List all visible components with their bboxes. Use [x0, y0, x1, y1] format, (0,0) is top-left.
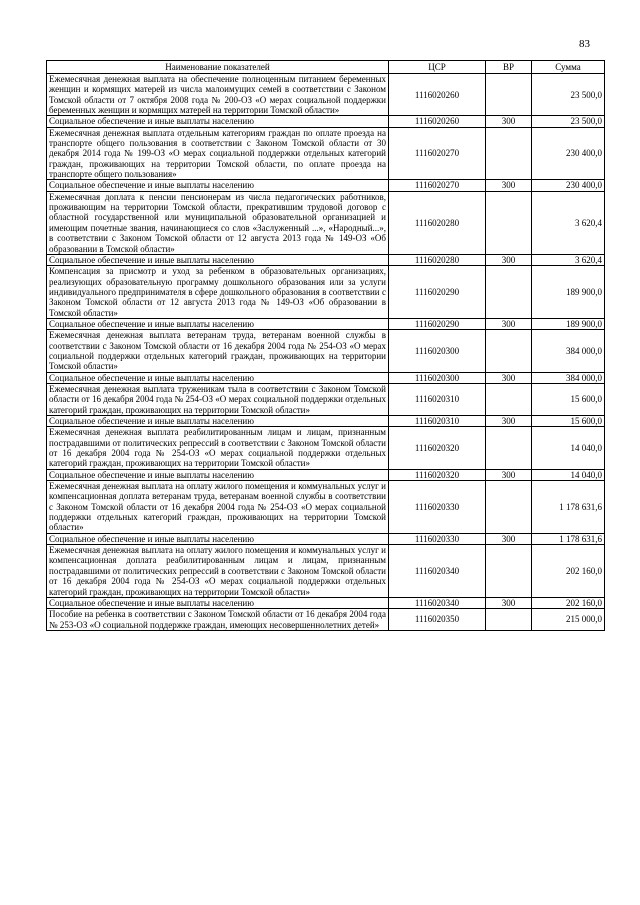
cell-csr: 1116020270	[389, 127, 486, 180]
table-body	[47, 74, 605, 631]
cell-sum: 215 000,0	[532, 609, 605, 631]
cell-vr	[486, 545, 532, 598]
cell-sum: 189 900,0	[532, 266, 605, 319]
cell-vr	[486, 127, 532, 180]
cell-csr: 1116020330	[389, 533, 486, 544]
cell-csr: 1116020330	[389, 481, 486, 534]
table-row	[47, 318, 605, 329]
cell-name: Ежемесячная доплата к пенсии пенсионерам из числа педагогических работников, проживающим на территории Томской области, прекратившим трудовой договор с областной государственной или муниципальной образовательной организацией и имеющим почетные звания, начинающиеся со слов «Заслуженный ...», «Народный...», в соответствии с Законом Томской области от 12 августа 2013 года № 149-ОЗ «Об образовании в Томской области»	[47, 191, 389, 254]
cell-vr	[486, 609, 532, 631]
header-name: Наименование показателей	[47, 61, 389, 74]
cell-name: Социальное обеспечение и иные выплаты населению	[47, 372, 389, 383]
cell-vr	[486, 383, 532, 415]
cell-csr: 1116020320	[389, 469, 486, 480]
cell-csr: 1116020310	[389, 416, 486, 427]
table-row	[47, 383, 605, 415]
table-header-row	[47, 61, 605, 74]
table-row	[47, 427, 605, 469]
cell-name: Ежемесячная денежная выплата труженикам тыла в соответствии с Законом Томской области от 16 декабря 2004 года № 254-ОЗ «О мерах социальной поддержки отдельных категорий граждан, проживающих на территории Томской области»	[47, 383, 389, 415]
cell-sum: 384 000,0	[532, 330, 605, 372]
header-csr: ЦСР	[389, 61, 486, 74]
cell-name: Ежемесячная денежная выплата на оплату жилого помещения и коммунальных услуг и компенсационная доплата ветеранам труда, ветеранам военной службы в соответствии с Законом Томской области от 16 декабря 2004 года № 254-ОЗ «О мерах социальной поддержки отдельных категорий граждан, проживающих на территории Томской области»	[47, 481, 389, 534]
table-row	[47, 330, 605, 372]
table-row	[47, 266, 605, 319]
table-row	[47, 545, 605, 598]
cell-csr: 1116020280	[389, 191, 486, 254]
cell-vr: 300	[486, 597, 532, 608]
page-number: 83	[579, 38, 590, 50]
cell-vr: 300	[486, 116, 532, 127]
cell-sum: 15 600,0	[532, 383, 605, 415]
cell-name: Социальное обеспечение и иные выплаты населению	[47, 116, 389, 127]
cell-vr	[486, 191, 532, 254]
cell-sum: 3 620,4	[532, 254, 605, 265]
cell-vr: 300	[486, 533, 532, 544]
cell-csr: 1116020260	[389, 116, 486, 127]
cell-name: Ежемесячная денежная выплата отдельным категориям граждан по оплате проезда на транспорте общего пользования в соответствии с Законом Томской области от 30 декабря 2014 года № 199-ОЗ «О мерах социальной поддержки отдельных категорий граждан, проживающих на территории Томской области, по оплате проезда на транспорте общего пользования»	[47, 127, 389, 180]
cell-csr: 1116020290	[389, 266, 486, 319]
table-row	[47, 180, 605, 191]
table-row	[47, 481, 605, 534]
cell-name: Социальное обеспечение и иные выплаты населению	[47, 533, 389, 544]
cell-name: Социальное обеспечение и иные выплаты населению	[47, 318, 389, 329]
cell-name: Ежемесячная денежная выплата на обеспечение полноценным питанием беременных женщин и кормящих матерей из числа малоимущих семей в соответствии с Законом Томской области от 7 октября 2008 года № 200-ОЗ «О мерах социальной поддержки беременных женщин и кормящих матерей на территории Томской области»	[47, 74, 389, 116]
cell-vr: 300	[486, 372, 532, 383]
cell-sum: 230 400,0	[532, 127, 605, 180]
cell-vr	[486, 74, 532, 116]
cell-csr: 1116020260	[389, 74, 486, 116]
cell-csr: 1116020290	[389, 318, 486, 329]
cell-sum: 230 400,0	[532, 180, 605, 191]
cell-name: Социальное обеспечение и иные выплаты населению	[47, 180, 389, 191]
cell-csr: 1116020300	[389, 330, 486, 372]
header-vr: ВР	[486, 61, 532, 74]
cell-sum: 189 900,0	[532, 318, 605, 329]
cell-sum: 1 178 631,6	[532, 481, 605, 534]
table-row	[47, 533, 605, 544]
cell-sum: 14 040,0	[532, 469, 605, 480]
cell-name: Социальное обеспечение и иные выплаты населению	[47, 254, 389, 265]
table-row	[47, 127, 605, 180]
cell-sum: 3 620,4	[532, 191, 605, 254]
table-row	[47, 372, 605, 383]
cell-csr: 1116020340	[389, 597, 486, 608]
table-row	[47, 191, 605, 254]
table-row	[47, 609, 605, 631]
cell-csr: 1116020300	[389, 372, 486, 383]
cell-vr	[486, 427, 532, 469]
cell-csr: 1116020320	[389, 427, 486, 469]
cell-csr: 1116020350	[389, 609, 486, 631]
cell-csr: 1116020340	[389, 545, 486, 598]
cell-vr	[486, 481, 532, 534]
cell-name: Ежемесячная денежная выплата на оплату жилого помещения и коммунальных услуг и компенсационная доплата реабилитированным лицам и лицам, признанным пострадавшими от политических репрессий в соответствии с Законом Томской области от 16 декабря 2004 года № 254-ОЗ «О мерах социальной поддержки отдельных категорий граждан, проживающих на территории Томской области»	[47, 545, 389, 598]
table-row	[47, 469, 605, 480]
cell-name: Пособие на ребенка в соответствии с Законом Томской области от 16 декабря 2004 года № 253-ОЗ «О социальной поддержке граждан, имеющих несовершеннолетних детей»	[47, 609, 389, 631]
table-row	[47, 597, 605, 608]
cell-sum: 15 600,0	[532, 416, 605, 427]
cell-name: Социальное обеспечение и иные выплаты населению	[47, 597, 389, 608]
cell-name: Компенсация за присмотр и уход за ребенком в образовательных организациях, реализующих образовательную программу дошкольного образования или за услуги индивидуального предпринимателя в сфере дошкольного образования в соответствии с Законом Томской области от 12 августа 2013 года № 149-ОЗ «Об образовании в Томской области»	[47, 266, 389, 319]
cell-sum: 1 178 631,6	[532, 533, 605, 544]
cell-sum: 23 500,0	[532, 116, 605, 127]
cell-csr: 1116020280	[389, 254, 486, 265]
cell-csr: 1116020270	[389, 180, 486, 191]
cell-name: Социальное обеспечение и иные выплаты населению	[47, 416, 389, 427]
table-row	[47, 254, 605, 265]
cell-sum: 14 040,0	[532, 427, 605, 469]
table-row	[47, 116, 605, 127]
table-row	[47, 416, 605, 427]
cell-vr: 300	[486, 469, 532, 480]
cell-sum: 202 160,0	[532, 597, 605, 608]
cell-sum: 384 000,0	[532, 372, 605, 383]
table-row	[47, 74, 605, 116]
cell-vr: 300	[486, 318, 532, 329]
budget-table	[46, 60, 605, 631]
cell-sum: 202 160,0	[532, 545, 605, 598]
cell-name: Ежемесячная денежная выплата реабилитированным лицам и лицам, признанным пострадавшими от политических репрессий в соответствии с Законом Томской области от 16 декабря 2004 года № 254-ОЗ «О мерах социальной поддержки отдельных категорий граждан, проживающих на территории Томской области»	[47, 427, 389, 469]
cell-vr: 300	[486, 416, 532, 427]
cell-name: Ежемесячная денежная выплата ветеранам труда, ветеранам военной службы в соответствии с Законом Томской области от 16 декабря 2004 года № 254-ОЗ «О мерах социальной поддержки отдельных категорий граждан, проживающих на территории Томской области»	[47, 330, 389, 372]
cell-csr: 1116020310	[389, 383, 486, 415]
cell-vr: 300	[486, 180, 532, 191]
cell-vr	[486, 330, 532, 372]
cell-name: Социальное обеспечение и иные выплаты населению	[47, 469, 389, 480]
cell-vr	[486, 266, 532, 319]
header-sum: Сумма	[532, 61, 605, 74]
cell-sum: 23 500,0	[532, 74, 605, 116]
cell-vr: 300	[486, 254, 532, 265]
